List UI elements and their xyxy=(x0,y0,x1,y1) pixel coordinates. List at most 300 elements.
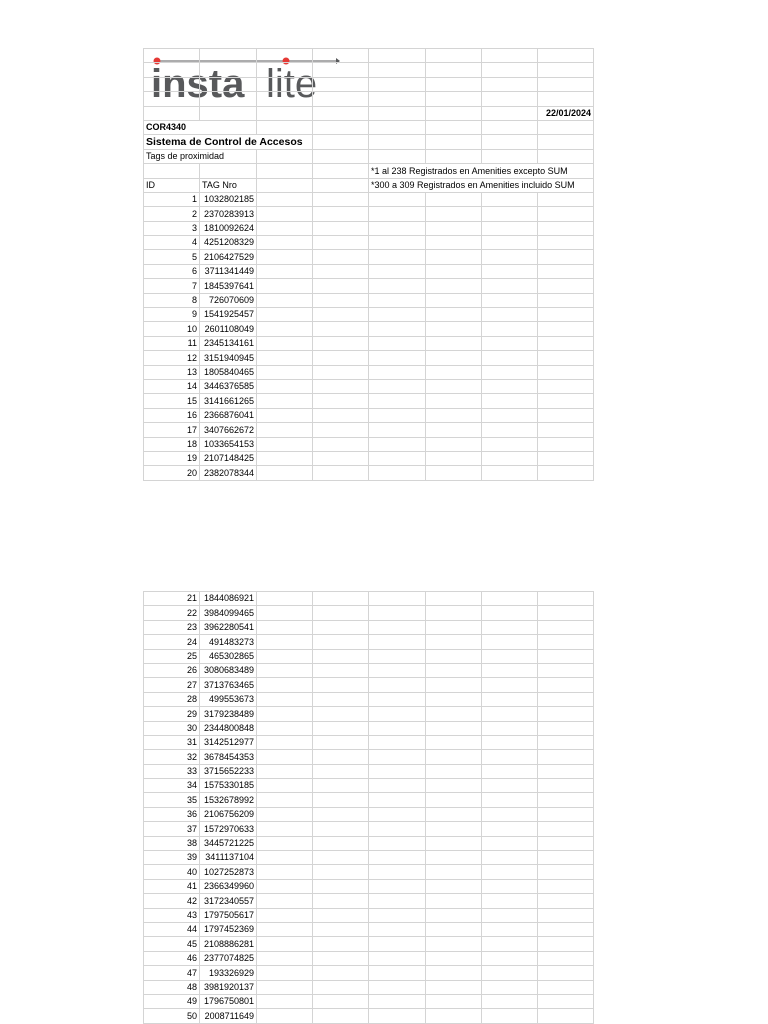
empty-cell xyxy=(426,894,482,908)
empty-cell xyxy=(313,707,369,721)
empty-cell xyxy=(369,922,426,936)
empty-cell xyxy=(482,394,538,408)
empty-cell xyxy=(482,836,538,850)
row-id: 10 xyxy=(144,322,200,336)
empty-cell xyxy=(482,207,538,221)
empty-cell xyxy=(369,908,426,922)
table-row xyxy=(144,879,594,893)
empty-cell xyxy=(369,735,426,749)
empty-cell xyxy=(426,379,482,393)
empty-cell xyxy=(369,592,426,606)
empty-cell xyxy=(482,408,538,422)
row-id: 37 xyxy=(144,822,200,836)
empty-cell xyxy=(482,663,538,677)
row-tag: 1805840465 xyxy=(200,365,257,379)
table-row xyxy=(144,423,594,437)
empty-cell xyxy=(313,250,369,264)
row-tag: 3713763465 xyxy=(200,678,257,692)
table-row xyxy=(144,822,594,836)
empty-cell xyxy=(482,649,538,663)
empty-cell xyxy=(426,408,482,422)
row-tag: 1541925457 xyxy=(200,308,257,322)
empty-cell xyxy=(369,663,426,677)
row-id: 44 xyxy=(144,922,200,936)
empty-cell xyxy=(369,279,426,293)
report-subtitle: Tags de proximidad xyxy=(144,149,257,163)
empty-cell xyxy=(426,308,482,322)
empty-cell xyxy=(426,592,482,606)
row-id: 13 xyxy=(144,365,200,379)
empty-cell xyxy=(313,379,369,393)
empty-cell xyxy=(313,192,369,206)
empty-cell xyxy=(482,423,538,437)
empty-cell xyxy=(482,894,538,908)
row-tag: 1033654153 xyxy=(200,437,257,451)
empty-cell xyxy=(538,779,594,793)
empty-cell xyxy=(482,980,538,994)
row-tag: 3711341449 xyxy=(200,264,257,278)
empty-cell xyxy=(426,437,482,451)
empty-cell xyxy=(313,592,369,606)
empty-cell xyxy=(482,606,538,620)
row-id: 46 xyxy=(144,951,200,965)
empty-cell xyxy=(482,994,538,1008)
empty-cell xyxy=(369,707,426,721)
logo-text-bold: insta xyxy=(151,62,245,102)
empty-cell xyxy=(369,865,426,879)
empty-cell xyxy=(369,807,426,821)
empty-cell xyxy=(257,423,313,437)
table-row xyxy=(144,351,594,365)
empty-cell xyxy=(313,279,369,293)
empty-cell xyxy=(482,879,538,893)
empty-cell xyxy=(257,635,313,649)
empty-cell xyxy=(257,779,313,793)
empty-cell xyxy=(538,894,594,908)
row-id: 42 xyxy=(144,894,200,908)
row-id: 29 xyxy=(144,707,200,721)
empty-cell xyxy=(426,635,482,649)
row-tag: 2366876041 xyxy=(200,408,257,422)
empty-cell xyxy=(313,865,369,879)
report-date: 22/01/2024 xyxy=(538,106,594,120)
empty-cell xyxy=(369,408,426,422)
note-amenities-excl: *1 al 238 Registrados en Amenities excepto SUM xyxy=(369,164,594,178)
empty-cell xyxy=(257,379,313,393)
empty-cell xyxy=(426,692,482,706)
empty-cell xyxy=(538,1009,594,1023)
empty-cell xyxy=(538,721,594,735)
row-tag: 2344800848 xyxy=(200,721,257,735)
empty-cell xyxy=(313,663,369,677)
table-row xyxy=(144,750,594,764)
empty-cell xyxy=(426,279,482,293)
empty-cell xyxy=(313,879,369,893)
empty-cell xyxy=(257,279,313,293)
empty-cell xyxy=(538,264,594,278)
empty-cell xyxy=(369,721,426,735)
row-id: 4 xyxy=(144,236,200,250)
empty-cell xyxy=(313,750,369,764)
empty-cell xyxy=(369,836,426,850)
empty-cell xyxy=(482,937,538,951)
empty-cell xyxy=(538,879,594,893)
row-tag: 465302865 xyxy=(200,649,257,663)
empty-cell xyxy=(369,678,426,692)
table-row xyxy=(144,922,594,936)
row-id: 18 xyxy=(144,437,200,451)
empty-cell xyxy=(426,822,482,836)
row-id: 17 xyxy=(144,423,200,437)
empty-cell xyxy=(482,721,538,735)
empty-cell xyxy=(313,635,369,649)
table-row xyxy=(144,937,594,951)
empty-cell xyxy=(369,635,426,649)
column-header-id: ID xyxy=(144,178,200,192)
empty-cell xyxy=(482,951,538,965)
row-id: 43 xyxy=(144,908,200,922)
row-tag: 1532678992 xyxy=(200,793,257,807)
empty-cell xyxy=(257,678,313,692)
empty-cell xyxy=(313,908,369,922)
empty-cell xyxy=(369,394,426,408)
empty-cell xyxy=(313,980,369,994)
empty-cell xyxy=(482,264,538,278)
empty-cell xyxy=(369,793,426,807)
empty-cell xyxy=(482,851,538,865)
empty-cell xyxy=(538,423,594,437)
empty-cell xyxy=(538,865,594,879)
empty-cell xyxy=(257,822,313,836)
row-id: 15 xyxy=(144,394,200,408)
empty-cell xyxy=(257,1009,313,1023)
empty-cell xyxy=(538,649,594,663)
empty-cell xyxy=(426,779,482,793)
row-tag: 1845397641 xyxy=(200,279,257,293)
spreadsheet-page-1 xyxy=(143,48,594,481)
empty-cell xyxy=(426,678,482,692)
empty-cell xyxy=(369,1009,426,1023)
empty-cell xyxy=(313,894,369,908)
empty-cell xyxy=(313,735,369,749)
row-id: 30 xyxy=(144,721,200,735)
empty-cell xyxy=(257,793,313,807)
table-row xyxy=(144,322,594,336)
empty-cell xyxy=(369,322,426,336)
empty-cell xyxy=(313,966,369,980)
empty-cell xyxy=(426,951,482,965)
row-tag: 3179238489 xyxy=(200,707,257,721)
empty-cell xyxy=(538,764,594,778)
empty-cell xyxy=(538,279,594,293)
empty-cell xyxy=(482,379,538,393)
empty-cell xyxy=(257,750,313,764)
empty-cell xyxy=(313,822,369,836)
row-tag: 1810092624 xyxy=(200,221,257,235)
row-tag: 3142512977 xyxy=(200,735,257,749)
empty-cell xyxy=(538,851,594,865)
empty-cell xyxy=(257,707,313,721)
empty-cell xyxy=(257,236,313,250)
row-id: 1 xyxy=(144,192,200,206)
empty-cell xyxy=(257,894,313,908)
empty-cell xyxy=(538,951,594,965)
table-row xyxy=(144,293,594,307)
row-id: 27 xyxy=(144,678,200,692)
row-tag: 1572970633 xyxy=(200,822,257,836)
row-id: 31 xyxy=(144,735,200,749)
empty-cell xyxy=(426,994,482,1008)
empty-cell xyxy=(482,451,538,465)
row-id: 45 xyxy=(144,937,200,951)
empty-cell xyxy=(538,221,594,235)
empty-cell xyxy=(369,951,426,965)
empty-cell xyxy=(257,192,313,206)
table-row xyxy=(144,250,594,264)
empty-cell xyxy=(313,836,369,850)
table-row xyxy=(144,865,594,879)
row-id: 11 xyxy=(144,336,200,350)
empty-cell xyxy=(369,365,426,379)
row-tag: 726070609 xyxy=(200,293,257,307)
empty-cell xyxy=(369,207,426,221)
empty-cell xyxy=(369,236,426,250)
empty-cell xyxy=(369,466,426,480)
empty-cell xyxy=(257,735,313,749)
empty-cell xyxy=(369,879,426,893)
row-tag: 3715652233 xyxy=(200,764,257,778)
empty-cell xyxy=(313,308,369,322)
empty-cell xyxy=(257,865,313,879)
row-tag: 1797452369 xyxy=(200,922,257,936)
row-tag: 491483273 xyxy=(200,635,257,649)
empty-cell xyxy=(538,322,594,336)
empty-cell xyxy=(482,365,538,379)
table-row xyxy=(144,980,594,994)
empty-cell xyxy=(426,293,482,307)
empty-cell xyxy=(538,937,594,951)
empty-cell xyxy=(538,822,594,836)
empty-cell xyxy=(482,764,538,778)
empty-cell xyxy=(538,707,594,721)
empty-cell xyxy=(426,966,482,980)
table-row xyxy=(144,779,594,793)
empty-cell xyxy=(369,779,426,793)
row-tag: 3172340557 xyxy=(200,894,257,908)
empty-cell xyxy=(426,750,482,764)
empty-cell xyxy=(257,620,313,634)
row-id: 22 xyxy=(144,606,200,620)
empty-cell xyxy=(426,423,482,437)
empty-cell xyxy=(538,250,594,264)
empty-cell xyxy=(482,735,538,749)
table-row xyxy=(144,365,594,379)
empty-cell xyxy=(482,692,538,706)
empty-cell xyxy=(426,351,482,365)
empty-cell xyxy=(482,822,538,836)
row-tag: 1575330185 xyxy=(200,779,257,793)
empty-cell xyxy=(313,1009,369,1023)
empty-cell xyxy=(257,437,313,451)
empty-cell xyxy=(538,207,594,221)
row-tag: 499553673 xyxy=(200,692,257,706)
empty-cell xyxy=(369,437,426,451)
row-tag: 2382078344 xyxy=(200,466,257,480)
row-id: 9 xyxy=(144,308,200,322)
empty-cell xyxy=(538,980,594,994)
table-row xyxy=(144,649,594,663)
table-row xyxy=(144,207,594,221)
row-tag: 3080683489 xyxy=(200,663,257,677)
table-row xyxy=(144,764,594,778)
row-tag: 3407662672 xyxy=(200,423,257,437)
row-tag: 3411137104 xyxy=(200,851,257,865)
table-row xyxy=(144,408,594,422)
empty-cell xyxy=(538,394,594,408)
row-tag: 4251208329 xyxy=(200,236,257,250)
empty-cell xyxy=(313,221,369,235)
empty-cell xyxy=(369,451,426,465)
empty-cell xyxy=(369,649,426,663)
row-tag: 3445721225 xyxy=(200,836,257,850)
empty-cell xyxy=(257,207,313,221)
empty-cell xyxy=(257,851,313,865)
empty-cell xyxy=(369,994,426,1008)
empty-cell xyxy=(313,437,369,451)
table-row xyxy=(144,721,594,735)
empty-cell xyxy=(426,322,482,336)
table-row xyxy=(144,221,594,235)
table-row xyxy=(144,851,594,865)
empty-cell xyxy=(313,692,369,706)
row-tag: 3981920137 xyxy=(200,980,257,994)
empty-cell xyxy=(313,322,369,336)
empty-cell xyxy=(313,678,369,692)
row-tag: 1844086921 xyxy=(200,592,257,606)
empty-cell xyxy=(369,423,426,437)
table-row xyxy=(144,236,594,250)
empty-cell xyxy=(538,678,594,692)
empty-cell xyxy=(482,236,538,250)
empty-cell xyxy=(482,865,538,879)
empty-cell xyxy=(426,336,482,350)
empty-cell xyxy=(482,437,538,451)
table-row xyxy=(144,192,594,206)
empty-cell xyxy=(369,379,426,393)
table-row xyxy=(144,836,594,850)
empty-cell xyxy=(257,293,313,307)
row-tag: 3446376585 xyxy=(200,379,257,393)
table-row xyxy=(144,1009,594,1023)
empty-cell xyxy=(482,279,538,293)
empty-cell xyxy=(257,721,313,735)
row-tag: 2370283913 xyxy=(200,207,257,221)
empty-cell xyxy=(257,692,313,706)
empty-cell xyxy=(538,750,594,764)
empty-cell xyxy=(257,264,313,278)
empty-cell xyxy=(257,807,313,821)
empty-cell xyxy=(538,692,594,706)
empty-cell xyxy=(426,606,482,620)
empty-cell xyxy=(482,192,538,206)
empty-cell xyxy=(426,764,482,778)
row-id: 24 xyxy=(144,635,200,649)
empty-cell xyxy=(426,721,482,735)
row-id: 35 xyxy=(144,793,200,807)
table-row xyxy=(144,466,594,480)
row-tag: 3141661265 xyxy=(200,394,257,408)
empty-cell xyxy=(538,966,594,980)
empty-cell xyxy=(369,264,426,278)
row-id: 19 xyxy=(144,451,200,465)
empty-cell xyxy=(538,308,594,322)
empty-cell xyxy=(369,750,426,764)
empty-cell xyxy=(313,994,369,1008)
table-row xyxy=(144,663,594,677)
empty-cell xyxy=(369,937,426,951)
empty-cell xyxy=(257,951,313,965)
empty-cell xyxy=(313,606,369,620)
empty-cell xyxy=(257,606,313,620)
empty-cell xyxy=(482,221,538,235)
empty-cell xyxy=(538,336,594,350)
row-tag: 1032802185 xyxy=(200,192,257,206)
row-id: 26 xyxy=(144,663,200,677)
row-id: 47 xyxy=(144,966,200,980)
empty-cell xyxy=(257,922,313,936)
empty-cell xyxy=(313,451,369,465)
empty-cell xyxy=(313,649,369,663)
empty-cell xyxy=(482,793,538,807)
empty-cell xyxy=(538,379,594,393)
empty-cell xyxy=(313,620,369,634)
row-id: 48 xyxy=(144,980,200,994)
empty-cell xyxy=(482,1009,538,1023)
row-tag: 2106427529 xyxy=(200,250,257,264)
empty-cell xyxy=(482,678,538,692)
empty-cell xyxy=(313,764,369,778)
empty-cell xyxy=(313,922,369,936)
empty-cell xyxy=(313,336,369,350)
empty-cell xyxy=(426,908,482,922)
empty-cell xyxy=(482,322,538,336)
row-tag: 3678454353 xyxy=(200,750,257,764)
empty-cell xyxy=(538,836,594,850)
empty-cell xyxy=(482,620,538,634)
empty-cell xyxy=(482,308,538,322)
empty-cell xyxy=(426,236,482,250)
empty-cell xyxy=(369,764,426,778)
empty-cell xyxy=(313,394,369,408)
row-id: 2 xyxy=(144,207,200,221)
empty-cell xyxy=(482,908,538,922)
empty-cell xyxy=(313,207,369,221)
table-row xyxy=(144,678,594,692)
empty-cell xyxy=(482,250,538,264)
empty-cell xyxy=(369,851,426,865)
table-row xyxy=(144,908,594,922)
empty-cell xyxy=(426,707,482,721)
table-row xyxy=(144,379,594,393)
row-id: 23 xyxy=(144,620,200,634)
empty-cell xyxy=(369,221,426,235)
empty-cell xyxy=(538,735,594,749)
row-id: 16 xyxy=(144,408,200,422)
empty-cell xyxy=(369,192,426,206)
row-id: 20 xyxy=(144,466,200,480)
row-tag: 2345134161 xyxy=(200,336,257,350)
empty-cell xyxy=(482,336,538,350)
